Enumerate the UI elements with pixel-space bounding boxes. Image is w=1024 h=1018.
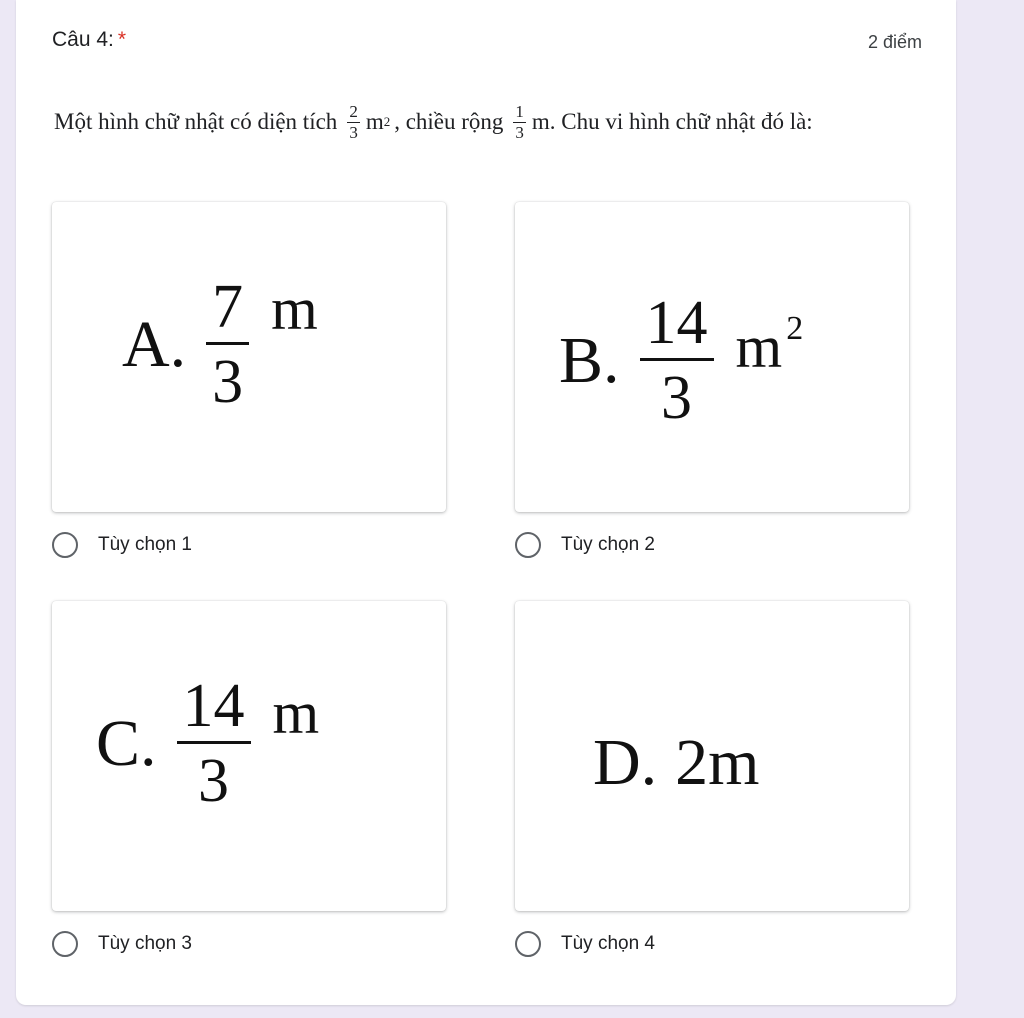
question-card bbox=[16, 0, 956, 1005]
option-4-radio[interactable] bbox=[515, 931, 541, 957]
fraction-denominator: 3 bbox=[198, 747, 230, 815]
option-c-math bbox=[96, 673, 319, 814]
option-d-math bbox=[593, 725, 760, 801]
option-value: 2m bbox=[675, 726, 760, 799]
option-letter: A. bbox=[122, 307, 187, 381]
option-d-image bbox=[515, 601, 909, 911]
area-unit: m bbox=[365, 109, 384, 134]
option-letter: B. bbox=[559, 323, 620, 397]
fraction-denominator: 3 bbox=[661, 364, 693, 432]
required-asterisk: * bbox=[117, 28, 127, 51]
option-unit: m bbox=[272, 680, 320, 746]
option-letter: C. bbox=[96, 706, 157, 780]
option-a-math bbox=[122, 274, 318, 415]
option-fraction bbox=[640, 290, 714, 431]
option-a-image bbox=[52, 202, 446, 512]
fraction-numerator: 14 bbox=[640, 290, 714, 361]
question-header bbox=[52, 28, 126, 52]
option-c-image bbox=[52, 601, 446, 911]
option-fraction bbox=[177, 673, 251, 814]
unit-exponent: 2 bbox=[786, 309, 804, 347]
option-b-image bbox=[515, 202, 909, 512]
width-denominator: 3 bbox=[515, 123, 524, 142]
option-b-math bbox=[559, 290, 803, 431]
fraction-numerator: 14 bbox=[177, 673, 251, 744]
width-numerator: 1 bbox=[515, 102, 524, 121]
question-number: Câu 4: bbox=[52, 28, 114, 51]
question-text-part3: m. Chu vi hình chữ nhật đó là: bbox=[531, 109, 813, 134]
option-3-radio[interactable] bbox=[52, 931, 78, 957]
option-1-radio[interactable] bbox=[52, 532, 78, 558]
question-text-part2: , chiều rộng bbox=[394, 109, 504, 134]
option-unit bbox=[736, 310, 804, 382]
area-numerator: 2 bbox=[349, 102, 358, 121]
fraction-denominator: 3 bbox=[212, 348, 244, 416]
option-1-label[interactable]: Tùy chọn 1 bbox=[98, 534, 192, 555]
option-letter: D. bbox=[593, 726, 658, 799]
fraction-numerator: 7 bbox=[206, 274, 249, 345]
option-4-label[interactable]: Tùy chọn 4 bbox=[561, 933, 655, 954]
option-fraction bbox=[206, 274, 249, 415]
area-fraction bbox=[347, 102, 360, 142]
area-denominator: 3 bbox=[349, 123, 358, 142]
width-fraction bbox=[513, 102, 526, 142]
question-text-part1: Một hình chữ nhật có diện tích bbox=[54, 109, 338, 134]
question-text bbox=[54, 102, 813, 142]
option-2-label[interactable]: Tùy chọn 2 bbox=[561, 534, 655, 555]
option-row-3[interactable] bbox=[52, 931, 192, 957]
option-2-radio[interactable] bbox=[515, 532, 541, 558]
option-row-2[interactable] bbox=[515, 532, 655, 558]
option-row-4[interactable] bbox=[515, 931, 655, 957]
area-exponent: 2 bbox=[383, 114, 391, 129]
option-unit: m bbox=[271, 276, 318, 342]
option-3-label[interactable]: Tùy chọn 3 bbox=[98, 933, 192, 954]
points-label: 2 điểm bbox=[867, 32, 922, 52]
unit-base: m bbox=[735, 313, 783, 380]
option-row-1[interactable] bbox=[52, 532, 192, 558]
